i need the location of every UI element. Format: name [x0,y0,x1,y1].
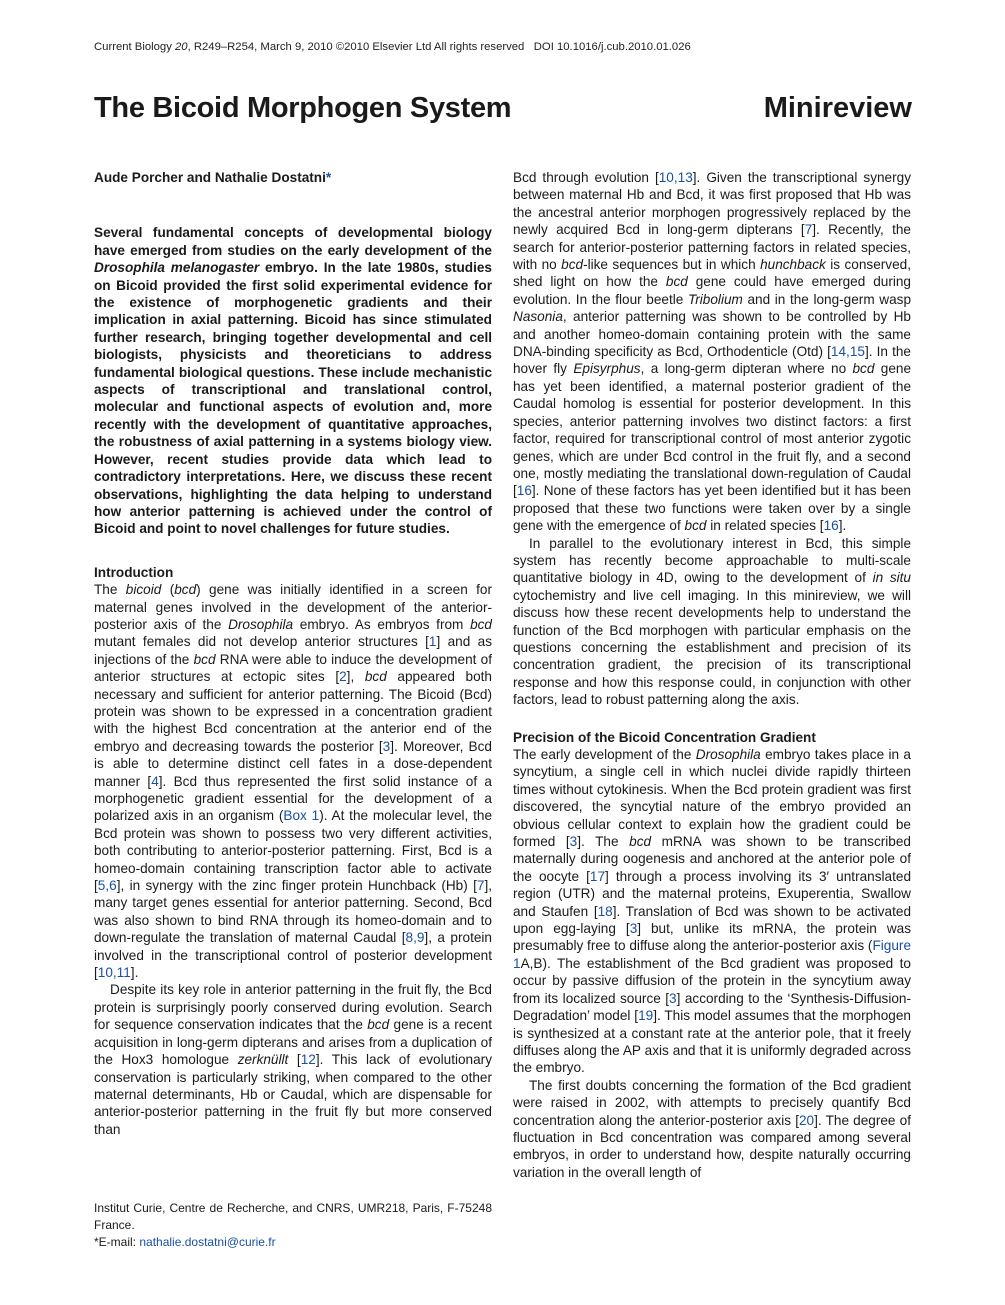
journal-pages: R249–R254, March 9, 2010 [193,41,333,53]
precision-paragraph-1: The early development of the Drosophila embryo takes place in a syncytium, a single cell in which nuclei divide rapidly thirteen times without cytokinesis. When the Bcd protein gradient was first discovered, the syncytial nature of the embryo provided an obvious cellular context to explain how the gradient could be formed [3]. The bcd mRNA was shown to be transcribed maternally during oogenesis and anchored at the anterior pole of the oocyte [17] through a process involving its 3′ untranslated region (UTR) and the maternal proteins, Exuperentia, Swallow and Staufen [18]. Translation of Bcd was shown to be activated upon egg-laying [3] but, unlike its mRNA, the protein was presumably free to diffuse along the anterior-posterior axis (Figure 1A,B). The establishment of the Bcd gradient was proposed to occur by passive diffusion of the protein in the syncytium away from its localized source [3] according to the ‘Synthesis-Diffusion-Degradation’ model [19]. This model assumes that the morphogen is synthesized at a constant rate at the anterior pole, that it freely diffuses along the AP axis and that it is uniformly degraded across the embryo. [513,747,912,1076]
email-link[interactable]: nathalie.dostatni@curie.fr [139,1235,276,1249]
copyright: ©2010 Elsevier Ltd All rights reserved [335,41,525,53]
author-line [94,169,492,186]
journal-name: Current Biology [94,41,172,53]
journal-citation: Current Biology 20, R249–R254, March 9, 2010 ©2010 Elsevier Ltd All rights reserved DOI 10.1016/j.cub.2010.01.026 [94,41,691,53]
email-line [94,1234,492,1251]
intro-paragraph-2-continued: Bcd through evolution [10,13]. Given the transcriptional synergy between maternal Hb and Bcd, it was first proposed that Hb was the ancestral anterior morphogen progressively replaced by the newly acquired Bcd in long-germ dipterans [7]. Recently, the search for anterior-posterior patterning factors in related species, with no bcd-like sequences but in which hunchback is conserved, shed light on how the bcd gene could have emerged during evolution. In the flour beetle Tribolium and in the long-germ wasp Nasonia, anterior patterning was shown to be controlled by Hb and another homeo-domain containing protein with the same DNA-binding specificity as Bcd, Orthodenticle (Otd) [14,15]. In the hover fly Episyrphus, a long-germ dipteran where no bcd gene has yet been identified, a maternal posterior gradient of the Caudal homolog is essential for posterior development. In this species, anterior patterning involves two distinct factors: a first factor, required for transcriptional control of most anterior zygotic genes, which are under Bcd control in the fruit fly, and a second one, mostly mediating the translational down-regulation of Caudal [16]. None of these factors has yet been identified but it has been proposed that these two functions were taken over by a single gene with the emergence of bcd in related species [16]. [513,170,911,534]
intro-paragraph-3: In parallel to the evolutionary interest in Bcd, this simple system has recently become approachable to multi-scale quantitative biology in 4D, owing to the development of in situ cytochemistry and live cell imaging. In this minireview, we will discuss how these recent developments help to understand the function of the Bcd morphogen with particular emphasis on the questions concerning the establishment and precision of its concentration gradient, the precision of its transcriptional response and how this response could, in conjunction with other factors, lead to robust patterning along the axis. [513,535,911,708]
email-label: *E-mail: [94,1235,137,1249]
intro-paragraph-1: The bicoid (bcd) gene was initially identified in a screen for maternal genes involved in the development of the anterior-posterior axis of the Drosophila embryo. As embryos from bcd mutant females did not develop anterior structures [1] and as injections of the bcd RNA were able to induce the development of anterior structures at ectopic sites [2], bcd appeared both necessary and sufficient for anterior patterning. The Bicoid (Bcd) protein was shown to be expressed in a concentration gradient with the highest Bcd concentration at the anterior end of the embryo and decreasing towards the posterior [3]. Moreover, Bcd is able to determine distinct cell fates in a dose-dependent manner [4]. Bcd thus represented the first solid instance of a morphogenetic gradient essential for the development of a polarized axis in an organism (Box 1). At the molecular level, the Bcd protein was shown to possess two very different activities, both contributing to anterior-posterior patterning. First, Bcd is a homeo-domain containing transcription factor able to activate [5,6], in synergy with the zinc finger protein Hunchback (Hb) [7], many target genes essential for anterior patterning. Second, Bcd was also shown to bind RNA through its homeo-domain and to down-regulate the translation of maternal Caudal [8,9], a protein involved in the transcriptional control of posterior development [10,11]. [94,582,493,981]
article-type: Minireview [763,92,912,124]
precision-paragraph-2: The first doubts concerning the formation of the Bcd gradient were raised in 2002, with attempts to precisely quantify Bcd concentration along the anterior-posterior axis [20]. The degree of fluctuation in Bcd concentration was compared among several embryos, in order to understand how, despite naturally occurring variation in the overall length of [513,1077,911,1180]
article-title: The Bicoid Morphogen System [94,92,512,124]
authors: Aude Porcher and Nathalie Dostatni [94,170,326,185]
affiliation [94,1200,492,1251]
journal-volume: 20 [175,41,188,53]
doi: DOI 10.1016/j.cub.2010.01.026 [533,41,691,53]
section-heading-precision: Precision of the Bicoid Concentration Gradient [513,729,816,745]
section-heading-introduction: Introduction [94,564,174,580]
right-column-content [513,169,911,1181]
left-column [94,169,492,1138]
corresponding-author-marker[interactable]: * [325,170,332,185]
institution: Institut Curie, Centre de Recherche, and CNRS, UMR218, Paris, F-75248 France. [94,1201,492,1232]
intro-paragraph-2: Despite its key role in anterior patterning in the fruit fly, the Bcd protein is surprisingly poorly conserved during evolution. Search for sequence conservation indicates that the bcd gene is a recent acquisition in long-germ dipterans and arises from a duplication of the Hox3 homologue zerknüllt [12]. This lack of evolutionary conservation is particularly striking, when compared to the other maternal determinants, Hb or Caudal, which are dispensable for anterior-posterior patterning in the fruit fly but more conserved than [94,982,492,1137]
abstract: Several fundamental concepts of developmental biology have emerged from studies on the early development of the Drosophila melanogaster embryo. In the late 1980s, studies on Bicoid provided the first solid experimental evidence for the existence of morphogenetic gradients and their implication in axial patterning. Bicoid has since stimulated further research, bringing together developmental and cell biologists, physicists and theoreticians to address fundamental biological questions. These include mechanistic aspects of transcriptional and translational control, molecular and functional aspects of evolution and, more recently with the development of quantitative approaches, the robustness of axial patterning in a systems biology view. However, recent studies provide data which lead to contradictory interpretations. Here, we discuss these recent observations, highlighting the data helping to understand how anterior patterning is achieved under the control of Bicoid and point to novel challenges for future studies. [94,225,492,537]
